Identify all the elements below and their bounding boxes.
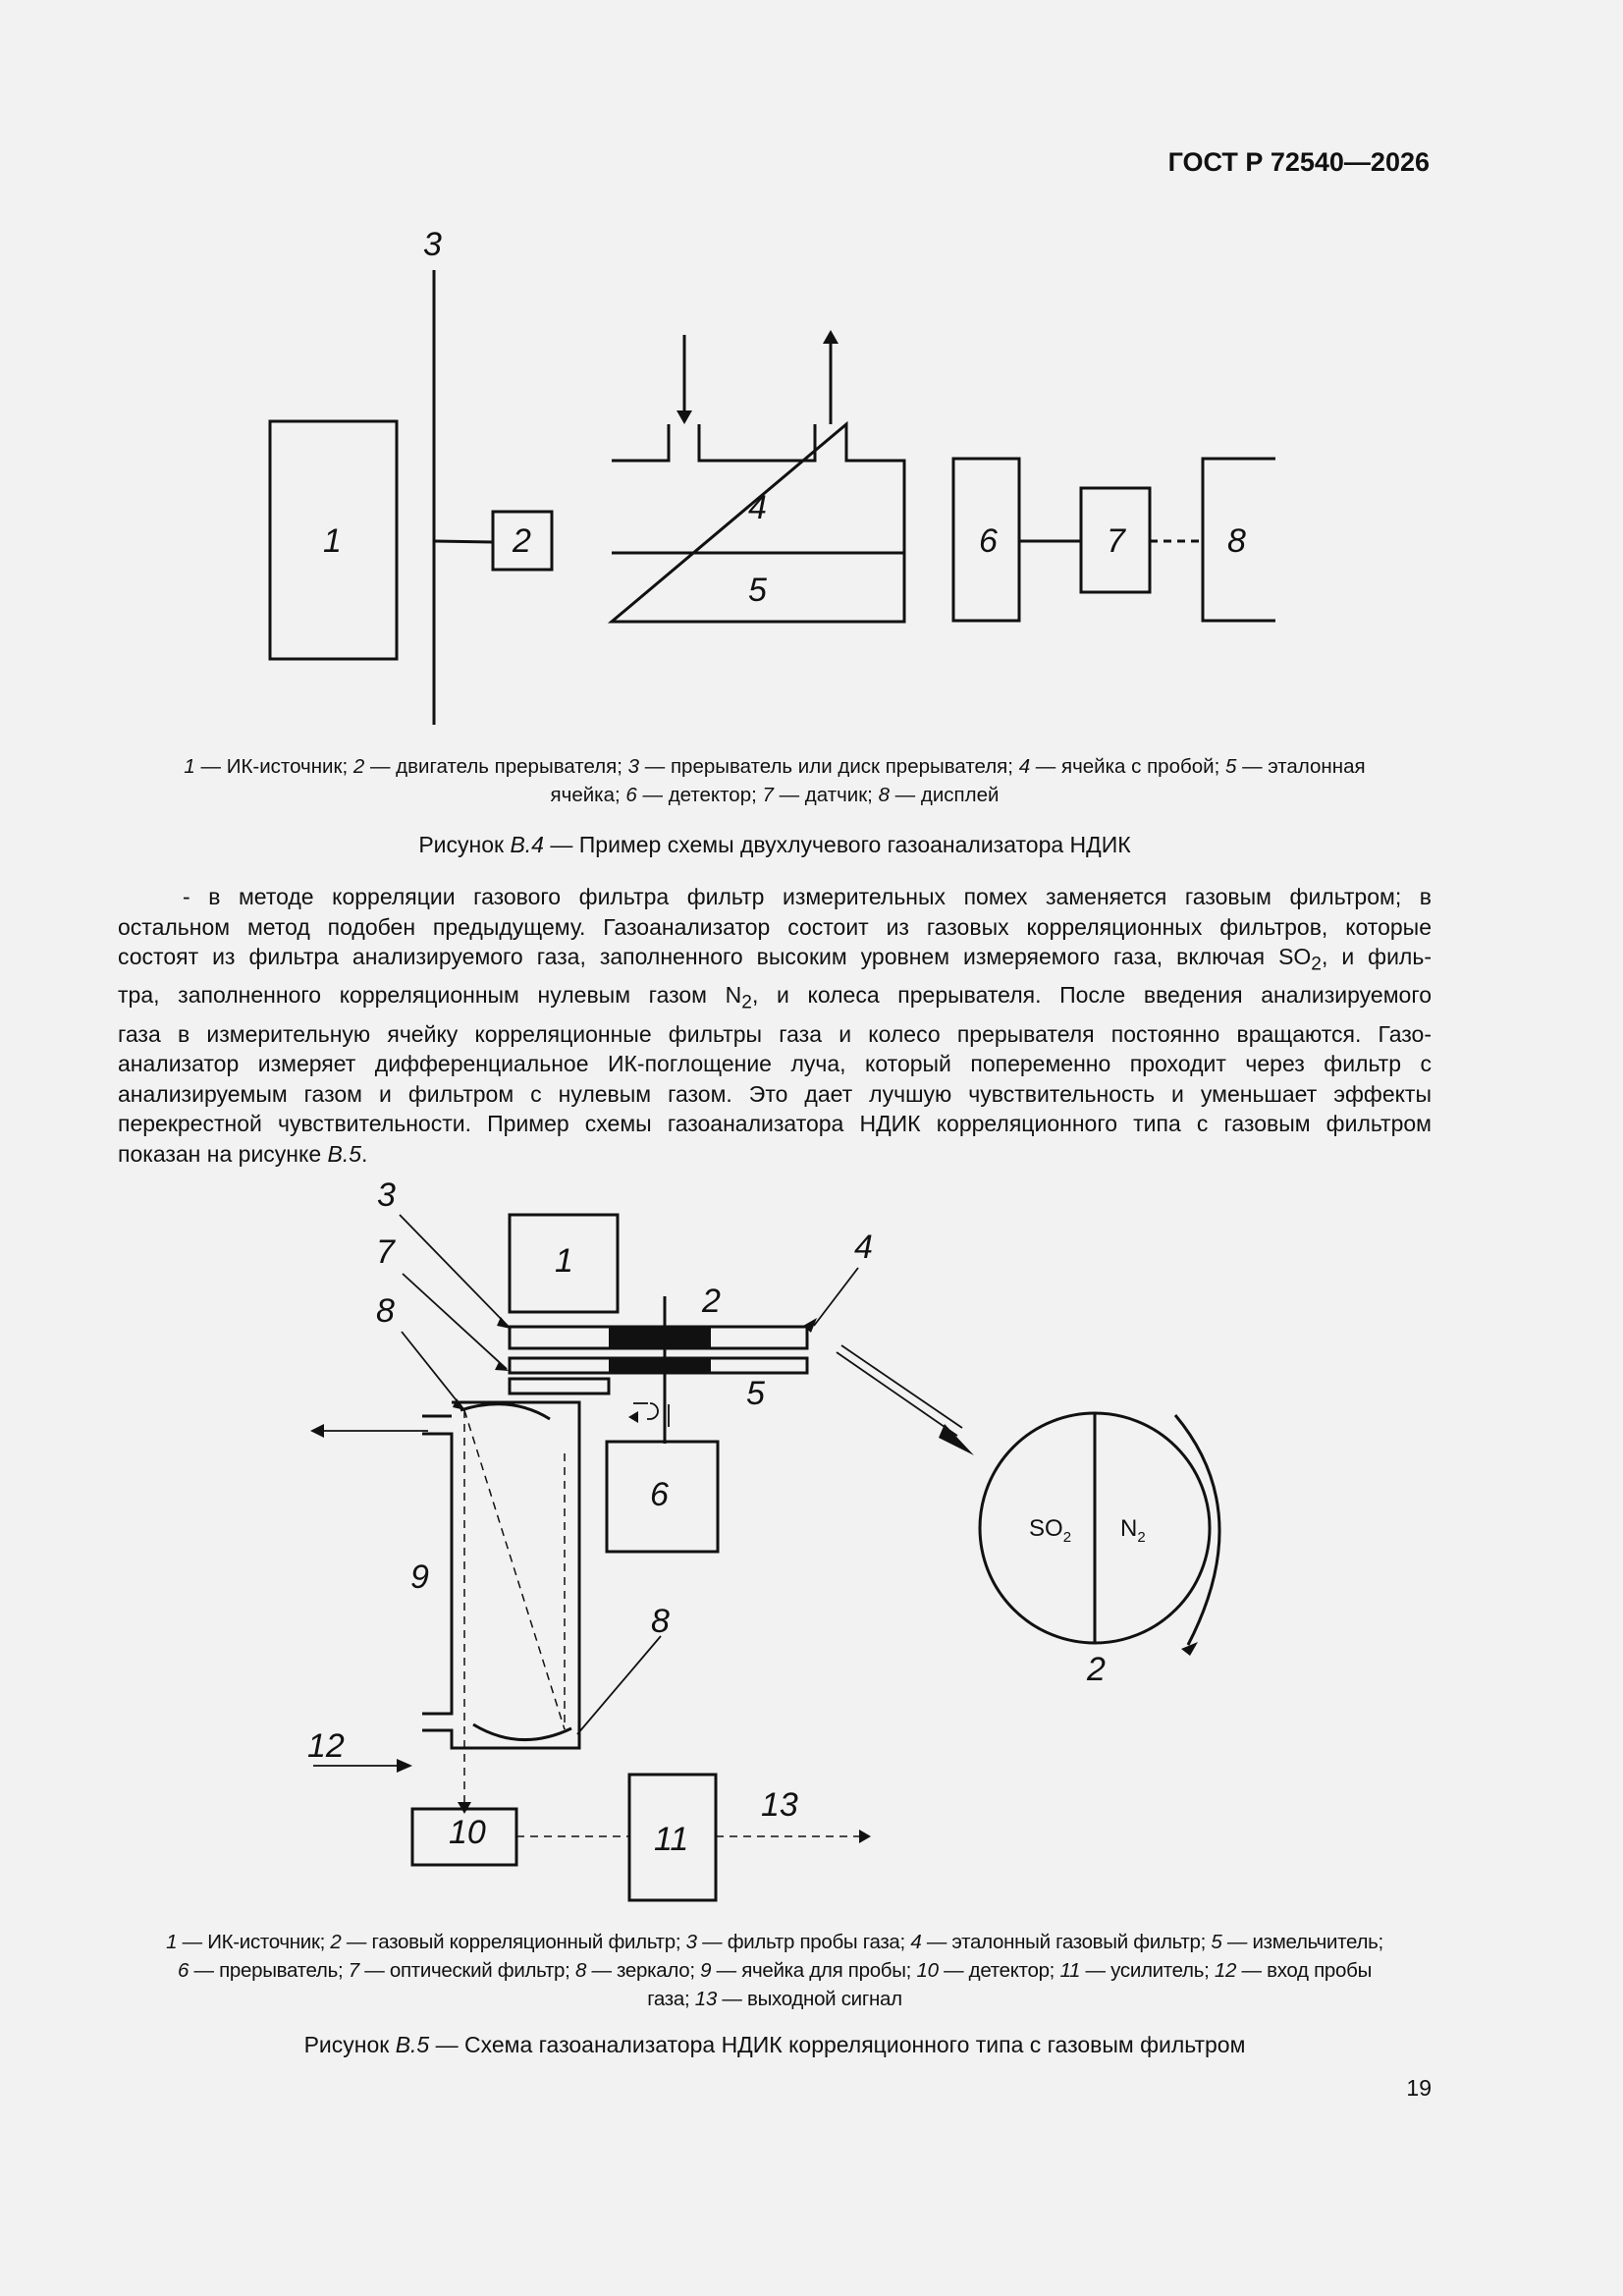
legend-text: — эталонный газовый фильтр; [921,1931,1212,1953]
paragraph-line: показан на рисунке В.5. [118,1140,368,1167]
legend-number: 2 [352,755,365,778]
paragraph-line: тра, заполненного корреляционным нулевым газом $N_2$, и колеса прерывателя. После введения анализируемого [118,982,1432,1013]
label-11: 11 [654,1821,689,1858]
legend-text: — ИК-источник; [194,755,353,778]
label-8-bottom: 8 [651,1603,670,1640]
paragraph-line: анализатор измеряет дифференциальное ИК-поглощение луча, который попеременно проходит через фильтр с [118,1051,1432,1077]
label-2: 2 [513,522,531,560]
label-8: 8 [1227,522,1246,560]
legend-text: — детектор; [636,784,763,806]
label-5: 5 [748,572,767,609]
legend-text: — выходной сигнал [717,1988,902,2010]
mirror-top [460,1404,550,1419]
legend-number: 1 [166,1931,178,1953]
legend-number: 9 [700,1959,712,1982]
label-10: 10 [449,1814,486,1851]
legend-text: газа; [647,1988,695,2010]
legend-text: — двигатель прерывателя; [364,755,628,778]
legend-line [118,1985,1432,2013]
legend-line [118,1928,1432,1956]
legend-number: 7 [762,784,774,806]
label-1: 1 [323,522,342,560]
rotation-arc [1175,1415,1219,1645]
legend-text: — оптический фильтр; [358,1959,575,1982]
gas-outlet-arrow [823,330,839,344]
legend-number: 3 [627,755,640,778]
legend-line [118,1956,1432,1985]
label-4: 4 [748,489,767,526]
legend-line [118,781,1432,809]
legend-text: — прерыватель или диск прерывателя; [639,755,1019,778]
label-9: 9 [410,1558,429,1596]
legend-number: 7 [348,1959,359,1982]
paragraph-line: анализируемым газом и фильтром с нулевым газом. Это дает лучшую чувствительность и уменьшает эффекты [118,1080,1432,1107]
wheel-n2: $N_2$ [1120,1515,1146,1546]
mirror-bottom [473,1724,571,1740]
label-8-top: 8 [376,1292,395,1330]
label-6: 6 [979,522,998,560]
legend-number: 11 [1059,1959,1081,1982]
label-4: 4 [854,1229,873,1266]
page-number: 19 [1406,2075,1432,2101]
figure-b5-diagram [0,1159,1623,1935]
legend-text: — газовый корреляционный фильтр; [341,1931,686,1953]
legend-text: — датчик; [773,784,879,806]
label-6: 6 [650,1476,669,1513]
legend-number: 5 [1224,755,1237,778]
legend-number: 12 [1214,1959,1237,1982]
legend-text: — дисплей [889,784,1000,806]
label-7: 7 [1107,522,1125,560]
figure-b5-caption: Рисунок В.5 — Схема газоанализатора НДИК корреляционного типа с газовым фильтром [303,2032,1246,2057]
legend-text: — зеркало; [586,1959,701,1982]
paragraph-line: газа в измерительную ячейку корреляционные фильтры газа и колесо прерывателя постоянно вращаются. Газо- [118,1020,1432,1047]
label-12: 12 [307,1727,345,1765]
optical-filter [510,1379,609,1394]
legend-number: 5 [1211,1931,1222,1953]
chopper-motor-link [434,541,493,542]
legend-number: 8 [878,784,890,806]
sample-cell [422,1402,579,1748]
label-2-wheel: 2 [1087,1651,1106,1688]
legend-line [118,752,1432,781]
paragraph-line: перекрестной чувствительности. Пример схемы газоанализатора НДИК корреляционного типа с газовым фильтром [118,1111,1432,1137]
paragraph-line: остальном метод подобен предыдущему. Газоанализатор состоит из газовых корреляционных фильтров, которые [118,913,1432,940]
legend-text: — усилитель; [1080,1959,1215,1982]
legend-text: — фильтр пробы газа; [696,1931,911,1953]
legend-number: 6 [625,784,637,806]
legend-text: — вход пробы [1236,1959,1372,1982]
legend-number: 4 [910,1931,922,1953]
label-3: 3 [423,226,442,263]
legend-text: — прерыватель; [189,1959,349,1982]
document-code: ГОСТ Р 72540—2026 [1167,147,1430,177]
legend-number: 3 [685,1931,697,1953]
paragraph-line: - в методе корреляции газового фильтра фильтр измерительных помех заменяется газовым фильтром; в [183,884,1432,909]
legend-number: 10 [916,1959,939,1982]
legend-number: 13 [694,1988,717,2010]
gas-inlet-arrow [676,410,692,424]
paragraph-line: состоят из фильтра анализируемого газа, заполненного высоким уровнем измеряемого газа, включая $SO_2$, и филь- [118,944,1432,975]
legend-number: 2 [330,1931,342,1953]
label-1: 1 [555,1242,573,1280]
legend-number: 8 [574,1959,587,1982]
label-3: 3 [377,1176,396,1214]
legend-text: ячейка; [550,784,626,806]
legend-text: — детектор; [938,1959,1060,1982]
figure-b4-caption: Рисунок В.4 — Пример схемы двухлучевого газоанализатора НДИК [418,832,1131,857]
legend-text: — измельчитель; [1221,1931,1383,1953]
legend-number: 4 [1018,755,1031,778]
legend-number: 6 [177,1959,189,1982]
wheel-so2: $SO_2$ [1029,1515,1072,1546]
figure-b4-legend [118,752,1432,809]
legend-text: — эталонная [1236,755,1366,778]
body-paragraph [118,882,1432,1170]
label-13: 13 [761,1786,798,1824]
legend-text: — ИК-источник; [177,1931,331,1953]
figure-b4-diagram [0,0,1623,746]
label-2: 2 [702,1283,721,1320]
label-7: 7 [376,1233,395,1271]
label-5: 5 [746,1375,765,1412]
legend-text: — ячейка для пробы; [711,1959,917,1982]
legend-text: — ячейка с пробой; [1030,755,1225,778]
figure-b5-legend [118,1928,1432,2013]
legend-number: 1 [184,755,195,778]
